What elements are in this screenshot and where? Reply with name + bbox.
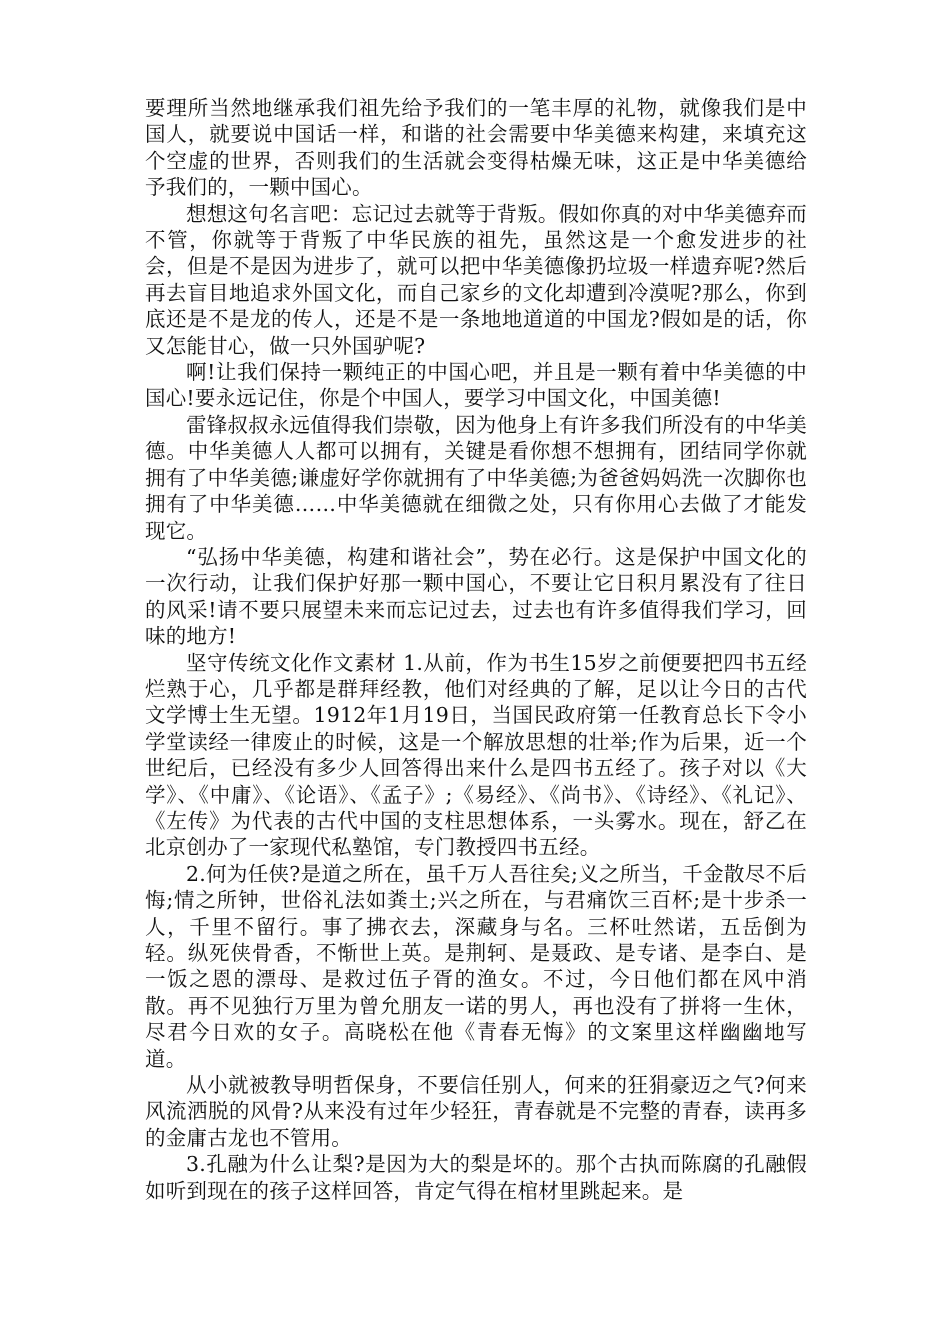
paragraph-4: 雷锋叔叔永远值得我们崇敬，因为他身上有许多我们所没有的中华美德。中华美德人人都可以拥有，关键是看你想不想拥有，团结同学你就拥有了中华美德;谦虚好学你就拥有了中华美德;为爸爸妈妈洗一次脚你也拥有了中华美德……中华美德就在细微之处，只有你用心去做了才能发现它。 (145, 412, 807, 543)
paragraph-7: 2.何为任侠?是道之所在，虽千万人吾往矣;义之所当，千金散尽不后悔;情之所钟，世俗礼法如粪土;兴之所在，与君痛饮三百杯;是十步杀一人，千里不留行。事了拂衣去，深藏身与名。三杯吐然诺，五岳倒为轻。纵死侠骨香，不惭世上英。是荆轲、是聂政、是专诸、是李白、是一饭之恩的漂母、是救过伍子胥的渔女。不过，今日他们都在风中消散。再不见独行万里为曾允朋友一诺的男人，再也没有了拼将一生休，尽君今日欢的女子。高晓松在他《青春无悔》的文案里这样幽幽地写道。 (145, 861, 807, 1071)
paragraph-5: “弘扬中华美德，构建和谐社会”，势在必行。这是保护中国文化的一次行动，让我们保护好那一颗中国心，不要让它日积月累没有了往日的风采!请不要只展望未来而忘记过去，过去也有许多值得我们学习，回味的地方! (145, 544, 807, 649)
document-page (145, 95, 807, 1204)
paragraph-8: 从小就被教导明哲保身，不要信任别人，何来的狂狷豪迈之气?何来风流洒脱的风骨?从来没有过年少轻狂，青春就是不完整的青春，读再多的金庸古龙也不管用。 (145, 1073, 807, 1150)
paragraph-6: 坚守传统文化作文素材 1.从前，作为书生15岁之前便要把四书五经烂熟于心，几乎都是群拜经教，他们对经典的了解，足以让今日的古代文学博士生无望。1912年1月19日，当国民政府第一任教育总长下令小学堂读经一律废止的时候，这是一个解放思想的壮举;作为后果，近一个世纪后，已经没有多少人回答得出来什么是四书五经了。孩子对以《大学》、《中庸》、《论语》、《孟子》;《易经》、《尚书》、《诗经》、《礼记》、《左传》为代表的古代中国的支柱思想体系，一头雾水。现在，舒乙在北京创办了一家现代私塾馆，专门教授四书五经。 (145, 650, 807, 860)
paragraph-3: 啊!让我们保持一颗纯正的中国心吧，并且是一颗有着中华美德的中国心!要永远记住，你是个中国人，要学习中国文化，中国美德! (145, 360, 807, 411)
paragraph-1: 要理所当然地继承我们祖先给予我们的一笔丰厚的礼物，就像我们是中国人，就要说中国话一样，和谐的社会需要中华美德来构建，来填充这个空虚的世界，否则我们的生活就会变得枯燥无味，这正是中华美德给予我们的，一颗中国心。 (145, 96, 807, 200)
paragraph-9: 3.孔融为什么让梨?是因为大的梨是坏的。那个古执而陈腐的孔融假如听到现在的孩子这样回答，肯定气得在棺材里跳起来。是 (145, 1152, 807, 1203)
paragraph-2: 想想这句名言吧：忘记过去就等于背叛。假如你真的对中华美德弃而不管，你就等于背叛了中华民族的祖先，虽然这是一个愈发进步的社会，但是不是因为进步了，就可以把中华美德像扔垃圾一样遗弃呢?然后再去盲目地追求外国文化，而自己家乡的文化却遭到冷漠呢?那么，你到底还是不是龙的传人，还是不是一条地地道道的中国龙?假如是的话，你又怎能甘心，做一只外国驴呢? (145, 201, 807, 358)
